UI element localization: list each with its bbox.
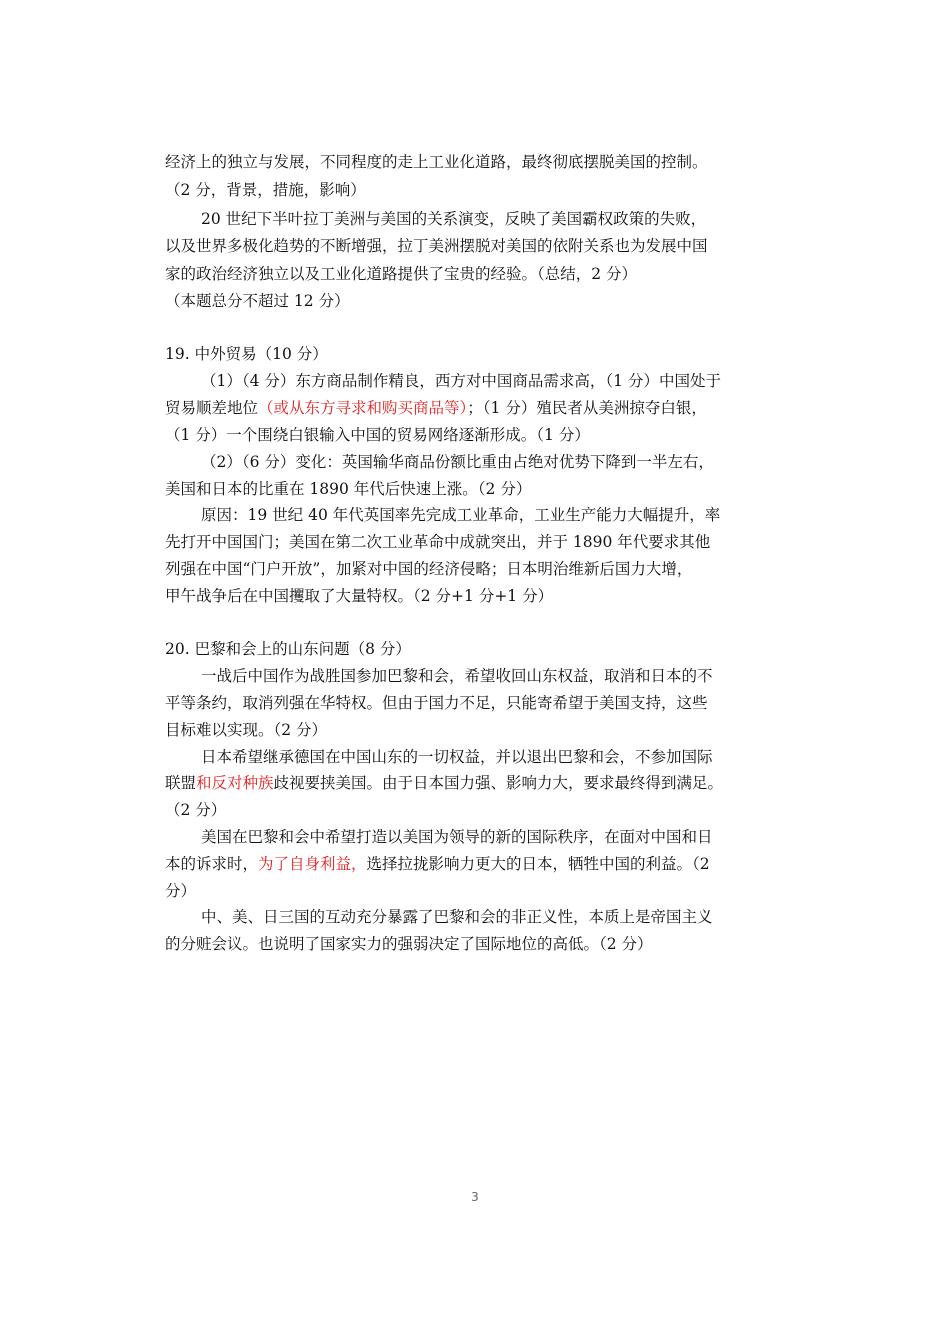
text-line: 以及世界多极化趋势的不断增强，拉丁美洲摆脱对美国的依附关系也为发展中国 xyxy=(165,237,708,255)
text-line: 先打开中国国门；美国在第二次工业革命中成就突出，并于 1890 年代要求其他 xyxy=(165,533,711,551)
text-line: 美国和日本的比重在 1890 年代后快速上涨。（2 分） xyxy=(165,480,532,498)
text-line: （2 分） xyxy=(165,801,227,819)
teacher-annotation: 和反对种族 xyxy=(196,774,274,792)
text-line: 原因：19 世纪 40 年代英国率先完成工业革命，工业生产能力大幅提升，率 xyxy=(201,506,721,524)
text-line: 本的诉求时，为了自身利益，选择拉拢影响力更大的日本，牺牲中国的利益。（2 xyxy=(165,855,710,873)
text-line: （2）（6 分）变化：英国输华商品份额比重由占绝对优势下降到一半左右， xyxy=(201,453,714,471)
text-line: 美国在巴黎和会中希望打造以美国为领导的新的国际秩序，在面对中国和日 xyxy=(201,828,713,846)
text-line: 一战后中国作为战胜国参加巴黎和会，希望收回山东权益，取消和日本的不 xyxy=(201,667,713,685)
text-line: 目标难以实现。（2 分） xyxy=(165,721,328,739)
text-line: 甲午战争后在中国攫取了大量特权。（2 分+1 分+1 分） xyxy=(165,587,554,605)
text-line: （1 分）一个围绕白银输入中国的贸易网络逐渐形成。（1 分） xyxy=(165,426,590,444)
text-line: 平等条约，取消列强在华特权。但由于国力不足，只能寄希望于美国支持，这些 xyxy=(165,694,708,712)
text-line: （2 分，背景，措施，影响） xyxy=(165,181,366,199)
teacher-annotation: （或从东方寻求和购买商品等） xyxy=(258,399,468,417)
text-line: 20 世纪下半叶拉丁美洲与美国的关系演变，反映了美国霸权政策的失败， xyxy=(201,210,707,228)
text-line: 日本希望继承德国在中国山东的一切权益，并以退出巴黎和会，不参加国际 xyxy=(201,748,713,766)
text-line: 列强在中国“门户开放”，加紧对中国的经济侵略；日本明治维新后国力大增， xyxy=(165,560,693,578)
score-note: （本题总分不超过 12 分） xyxy=(165,292,350,310)
text-line: 中、美、日三国的互动充分暴露了巴黎和会的非正义性，本质上是帝国主义 xyxy=(201,908,713,926)
page-number: 3 xyxy=(471,1190,479,1204)
text-line: 贸易顺差地位（或从东方寻求和购买商品等）；（1 分）殖民者从美洲掠夺白银， xyxy=(165,399,707,417)
teacher-annotation: 为了自身利益， xyxy=(258,855,367,873)
question-title: 20. 巴黎和会上的山东问题（8 分） xyxy=(165,640,411,658)
text-line: 家的政治经济独立以及工业化道路提供了宝贵的经验。（总结，2 分） xyxy=(165,265,638,283)
text-line: 联盟和反对种族歧视要挟美国。由于日本国力强、影响力大，要求最终得到满足。 xyxy=(165,774,724,792)
text-line: 经济上的独立与发展，不同程度的走上工业化道路，最终彻底摆脱美国的控制。 xyxy=(165,153,708,171)
text-line: （1）（4 分）东方商品制作精良，西方对中国商品需求高，（1 分）中国处于 xyxy=(201,372,721,390)
question-title: 19. 中外贸易（10 分） xyxy=(165,345,328,363)
text-line: 的分赃会议。也说明了国家实力的强弱决定了国际地位的高低。（2 分） xyxy=(165,935,653,953)
text-line: 分） xyxy=(165,882,197,900)
